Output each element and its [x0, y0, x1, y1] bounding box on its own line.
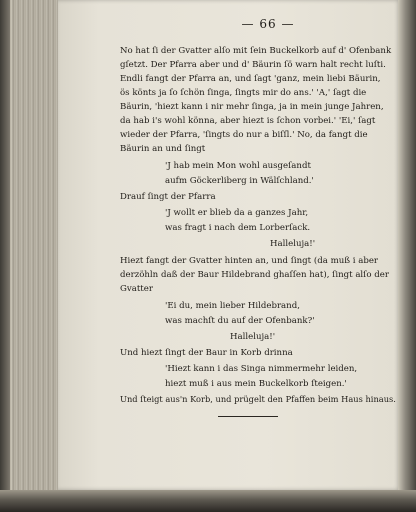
- text-line: ös könts ja ſo ſchön ſinga, ſingts mir do ans.' 'A,' ſagt die: [120, 88, 367, 98]
- verse-line: 'J wollt er blieb da a ganzes Jahr,: [165, 208, 309, 218]
- page-number: — 66 —: [241, 17, 295, 31]
- text-line: wieder der Pfarra, 'ſingts do nur a biſſl.' No, da fangt die: [120, 130, 368, 140]
- page-text: [120, 0, 398, 490]
- text-line: Endli fangt der Pfarra an, und ſagt 'ganz, mein liebi Bäurin,: [120, 74, 381, 84]
- text-line: Und hiezt ſingt der Baur in Korb drinna: [120, 348, 293, 358]
- verse-line: was machſt du auf der Ofenbank?': [165, 316, 315, 326]
- text-line: Hiezt fangt der Gvatter hinten an, und ſingt (da muß i aber: [120, 256, 379, 266]
- verse-line: Halleluja!': [230, 332, 276, 342]
- text-line: Drauf ſingt der Pfarra: [120, 192, 216, 202]
- book-bottom-edge: [0, 490, 416, 512]
- verse-line: 'Ei du, mein lieber Hildebrand,: [165, 301, 300, 311]
- text-line: Bäurin an und ſingt: [120, 144, 206, 154]
- text-line: gſetzt. Der Pfarra aber und d' Bäurin ſö warn halt recht luſti.: [120, 60, 386, 70]
- text-line: Gvatter: [120, 284, 153, 294]
- verse-line: 'Hiezt kann i das Singa nimmermehr leiden,: [165, 364, 358, 374]
- text-line: derzöhln daß der Baur Hildebrand ghaſſen hat), ſingt alſo der: [120, 270, 389, 280]
- verse-line: aufm Göckerliberg in Wälſchland.': [165, 176, 314, 186]
- text-line: No hat ſi der Gvatter alſo mit ſein Buckelkorb auf d' Ofenbank: [120, 46, 392, 56]
- verse-line: was fragt i nach dem Lorberſack.: [165, 223, 311, 233]
- verse-line: hiezt muß i aus mein Buckelkorb ſteigen.': [165, 379, 347, 389]
- verse-line: Halleluja!': [270, 239, 316, 249]
- text-line: Und ſteigt aus'n Korb, und prügelt den Pfaffen beim Haus hinaus.: [120, 395, 396, 405]
- text-line: Bäurin, 'hiezt kann i nir mehr ſinga, ja in mein junge Jahren,: [120, 102, 384, 112]
- section-divider: [218, 416, 278, 417]
- page-right-edge: [398, 0, 416, 500]
- verse-line: 'J hab mein Mon wohl ausgeſandt: [165, 161, 311, 171]
- text-line: da hab i's wohl könna, aber hiezt is ſchon vorbei.' 'Ei,' ſagt: [120, 116, 376, 126]
